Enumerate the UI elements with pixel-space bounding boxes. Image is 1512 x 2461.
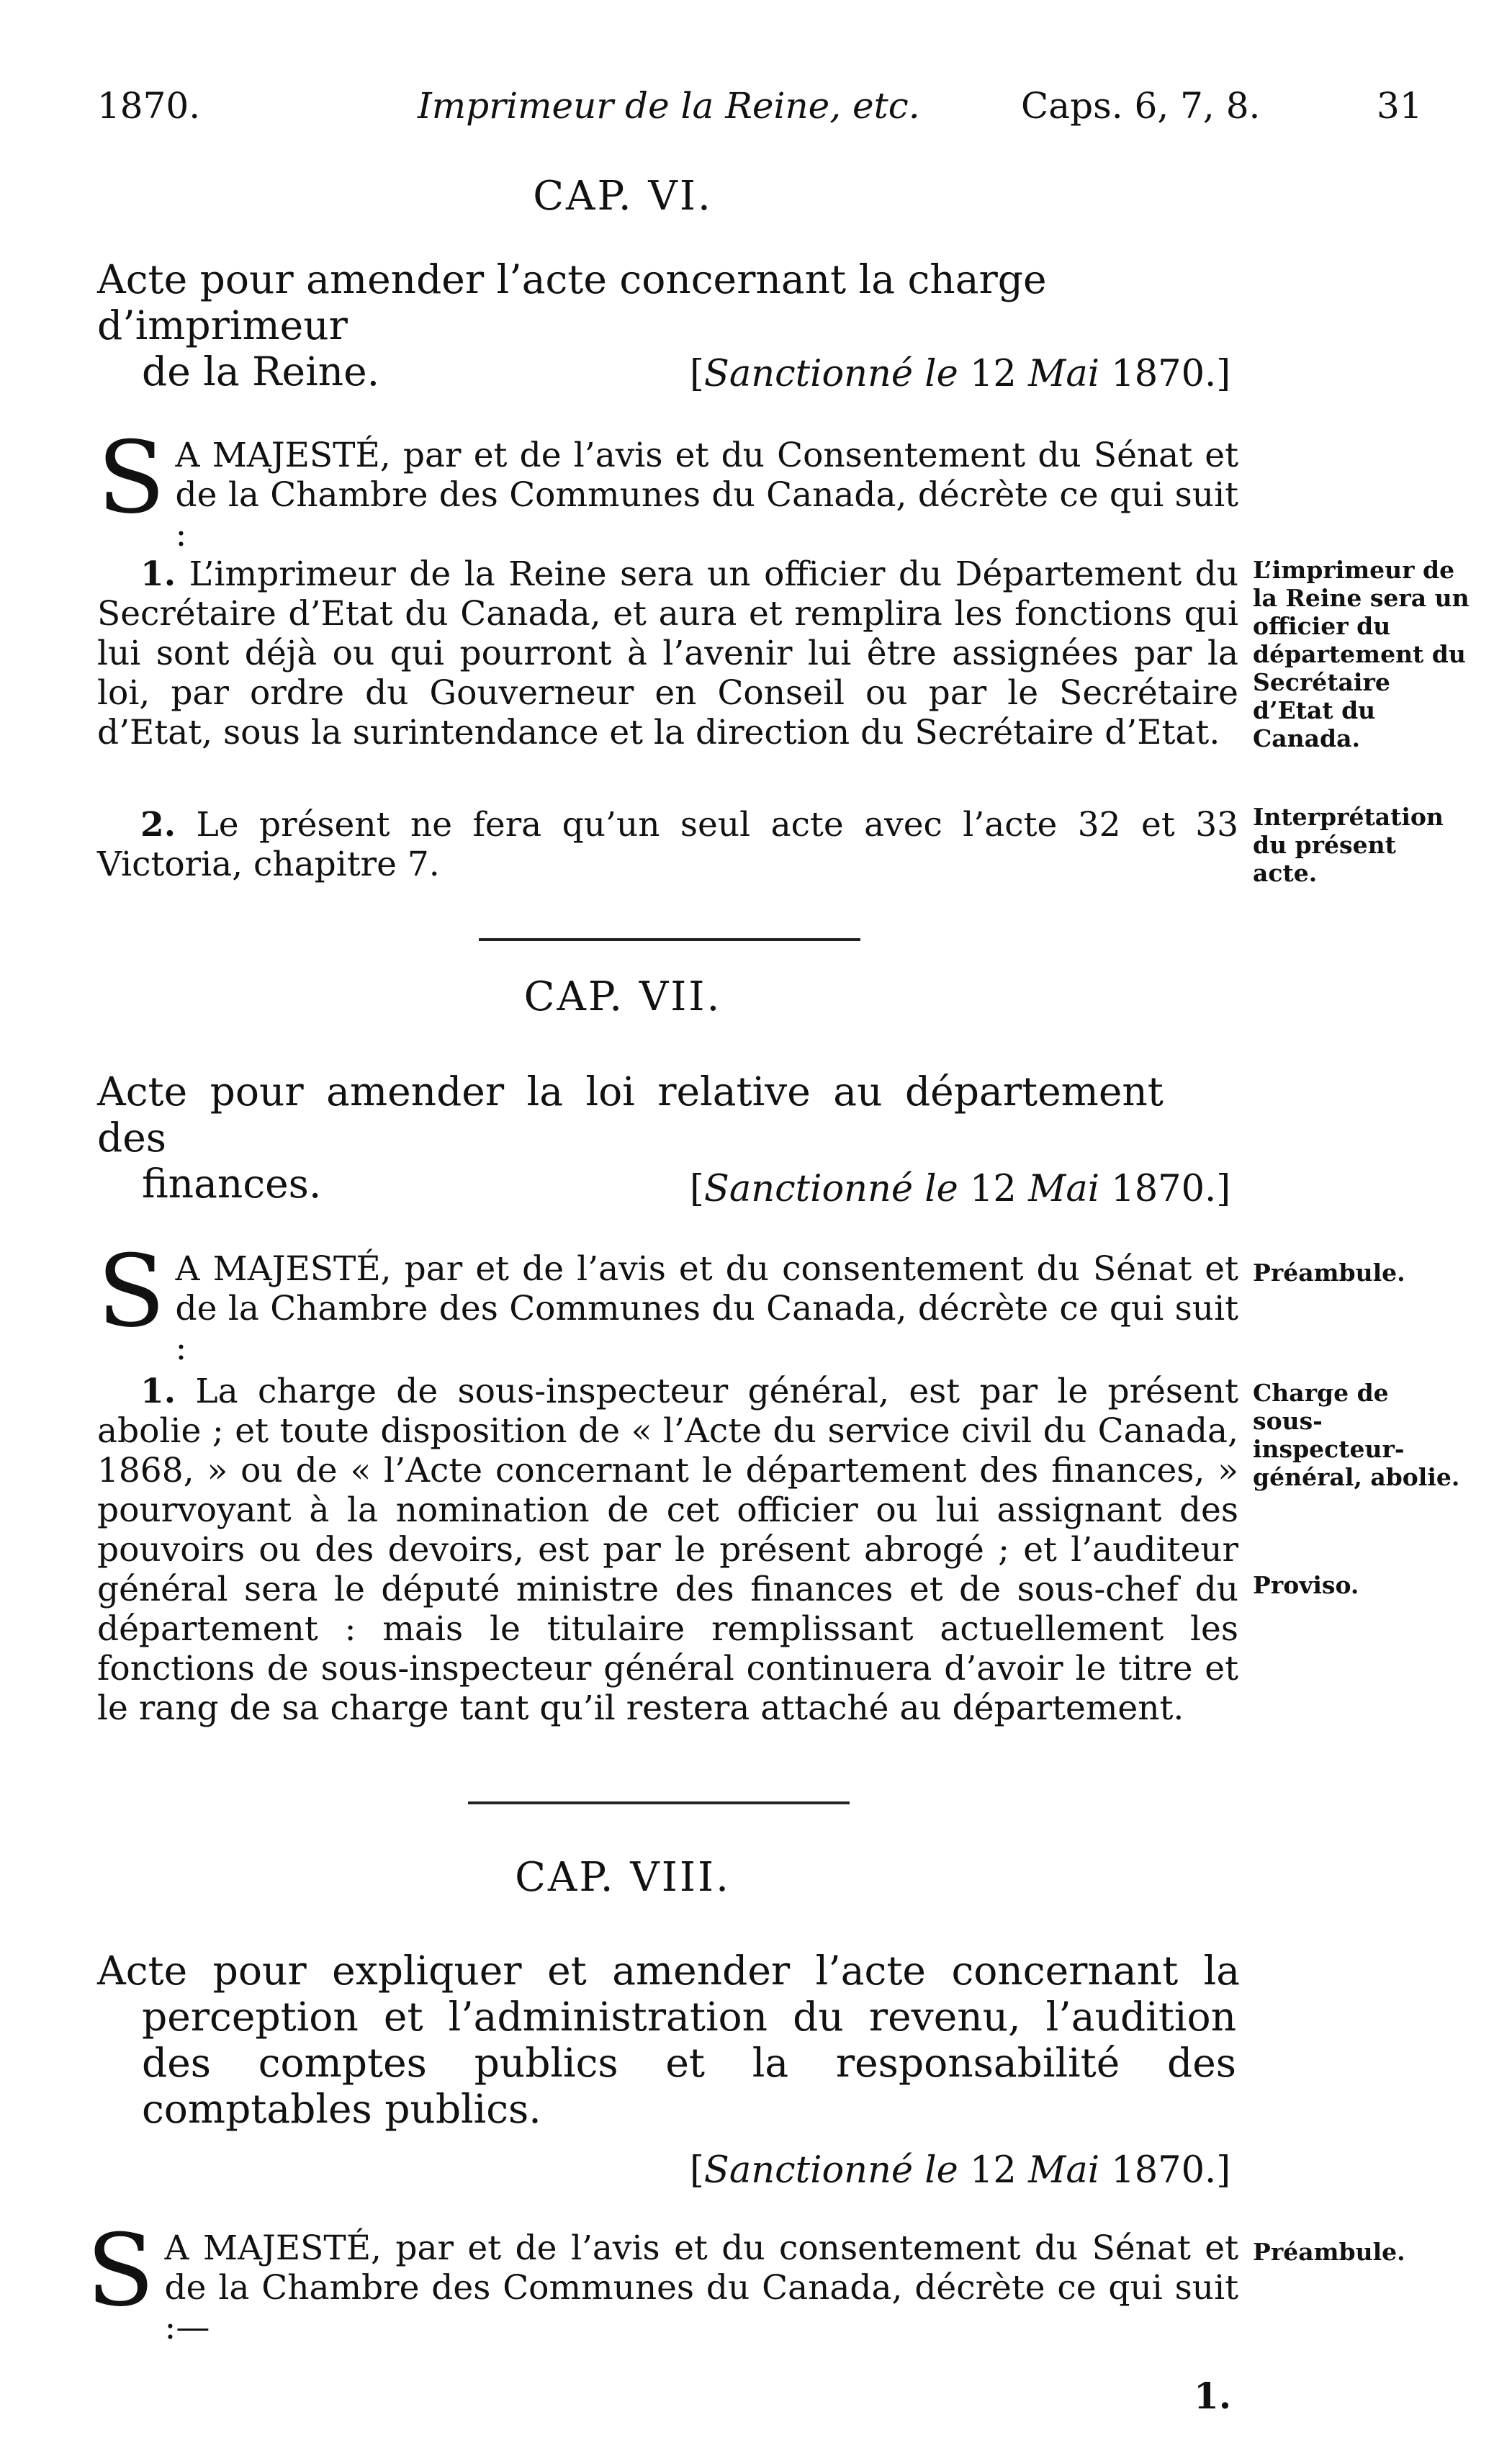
- cap6-sec2-sidenote: Interprétation du présent acte.: [1253, 803, 1444, 887]
- cap8-preamble-sidenote: Préambule.: [1253, 2238, 1405, 2266]
- cap6-sec2-text: Le présent ne fera qu’un seul acte avec l’acte 32 et 33 Victoria, chapitre 7.: [97, 805, 1238, 884]
- cap6-heading: CAP. VI.: [533, 173, 713, 220]
- cap8-title-rest: perception et l’administration du revenu, l’audition des comptes publics et la responsabilité des comptables publics.: [142, 1994, 1236, 2132]
- cap7-sanction-year: 1870.: [1111, 1168, 1217, 1210]
- cap7-sanction-month: Mai: [1028, 1168, 1100, 1210]
- cap8-sanction-day: 12: [969, 2149, 1017, 2192]
- cap6-enacting-clause: [97, 420, 1238, 554]
- cap6-dropcap: S: [97, 420, 166, 536]
- cap6-title-line1: Acte pour amender l’acte concernant la charge d’imprimeur: [97, 256, 1047, 348]
- cap6-enact-text: A MAJESTÉ, par et de l’avis et du Consentement du Sénat et de la Chambre des Communes du Canada, décrète ce qui suit :: [175, 436, 1238, 554]
- cap7-title-line1: Acte pour amender la loi relative au département des: [97, 1068, 1164, 1161]
- section-divider: [468, 1801, 850, 1804]
- cap8-sanction-italic: Sanctionné le: [703, 2149, 958, 2192]
- cap6-section-2: [97, 805, 1238, 884]
- cap7-title-line2: finances.: [142, 1161, 322, 1207]
- cap6-sanction-year: 1870.: [1111, 353, 1217, 395]
- cap6-sanction-month: Mai: [1028, 353, 1100, 395]
- cap7-heading: CAP. VII.: [523, 973, 722, 1020]
- header-title: Imprimeur de la Reine, etc.: [418, 85, 920, 127]
- cap7-sec1-text: La charge de sous-inspecteur général, est par le présent abolie ; et toute disposition de « l’Acte du service civil du Canada, 1868, » ou de « l’Acte concernant le département des finances, » pourvoyant à la nomination de cet officier ou lui assignant des pouvoirs ou des devoirs, est par le présent abrogé ; et l’auditeur général sera le député ministre des finances et de sous-chef du département : mais le titulaire remplissant actuellement les fonctions de sous-inspecteur général continuera d’avoir le titre et le rang de sa charge tant qu’il restera attaché au département.: [97, 1372, 1238, 1728]
- cap6-sec1-number: 1.: [140, 554, 176, 594]
- cap8-dropcap: S: [86, 2213, 155, 2329]
- cap7-enact-text: A MAJESTÉ, par et de l’avis et du consentement du Sénat et de la Chambre des Communes du Canada, décrète ce qui suit :: [175, 1249, 1238, 1368]
- page-number: 31: [1377, 85, 1423, 127]
- cap8-sanction-year: 1870.: [1111, 2149, 1217, 2192]
- section-divider: [479, 938, 860, 941]
- cap6-sanction-day: 12: [969, 353, 1017, 395]
- catchword: 1.: [1194, 2375, 1232, 2417]
- cap8-enacting-clause: [86, 2213, 1238, 2347]
- cap7-proviso-sidenote: Proviso.: [1253, 1571, 1359, 1599]
- header-year: 1870.: [97, 85, 201, 127]
- cap8-sanction: [Sanctionné le 12 Mai 1870.]: [690, 2149, 1231, 2192]
- cap6-sec1-sidenote: L’imprimeur de la Reine sera un officier du département du Secrétaire d’Etat du Canada.: [1253, 556, 1470, 752]
- cap8-enact-text: A MAJESTÉ, par et de l’avis et du consentement du Sénat et de la Chambre des Communes du Canada, décrète ce qui suit :—: [164, 2228, 1238, 2347]
- cap7-section-1: [97, 1372, 1238, 1728]
- cap7-sec1-sidenote: Charge de sous-inspecteur-général, abolie.: [1253, 1379, 1460, 1491]
- cap6-sanction-italic: Sanctionné le: [703, 353, 958, 395]
- cap6-section-1: [97, 554, 1238, 752]
- cap8-title-line1: Acte pour expliquer et amender l’acte concernant la: [97, 1948, 1241, 1994]
- cap7-preamble-sidenote: Préambule.: [1253, 1259, 1405, 1287]
- cap7-enacting-clause: [97, 1233, 1238, 1368]
- cap7-sanction: [Sanctionné le 12 Mai 1870.]: [690, 1168, 1231, 1210]
- cap7-sanction-day: 12: [969, 1168, 1017, 1210]
- cap8-title: [97, 1948, 1249, 2132]
- cap7-sanction-italic: Sanctionné le: [703, 1168, 958, 1210]
- cap6-sanction: [Sanctionné le 12 Mai 1870.]: [690, 353, 1231, 395]
- cap7-dropcap: S: [97, 1233, 166, 1349]
- cap6-sec1-text: L’imprimeur de la Reine sera un officier du Département du Secrétaire d’Etat du Canada, et aura et remplira les fonctions qui lui sont déjà ou qui pourront à l’avenir lui être assignées par la loi, par ordre du Gouverneur en Conseil ou par le Secrétaire d’Etat, sous la surintendance et la direction du Secrétaire d’Etat.: [97, 554, 1238, 752]
- cap8-heading: CAP. VIII.: [515, 1854, 731, 1901]
- cap6-sec2-number: 2.: [140, 805, 176, 845]
- cap7-sec1-number: 1.: [140, 1372, 176, 1411]
- cap6-title-line2: de la Reine.: [142, 348, 380, 395]
- header-caps: Caps. 6, 7, 8.: [1021, 85, 1261, 127]
- cap8-sanction-month: Mai: [1028, 2149, 1100, 2192]
